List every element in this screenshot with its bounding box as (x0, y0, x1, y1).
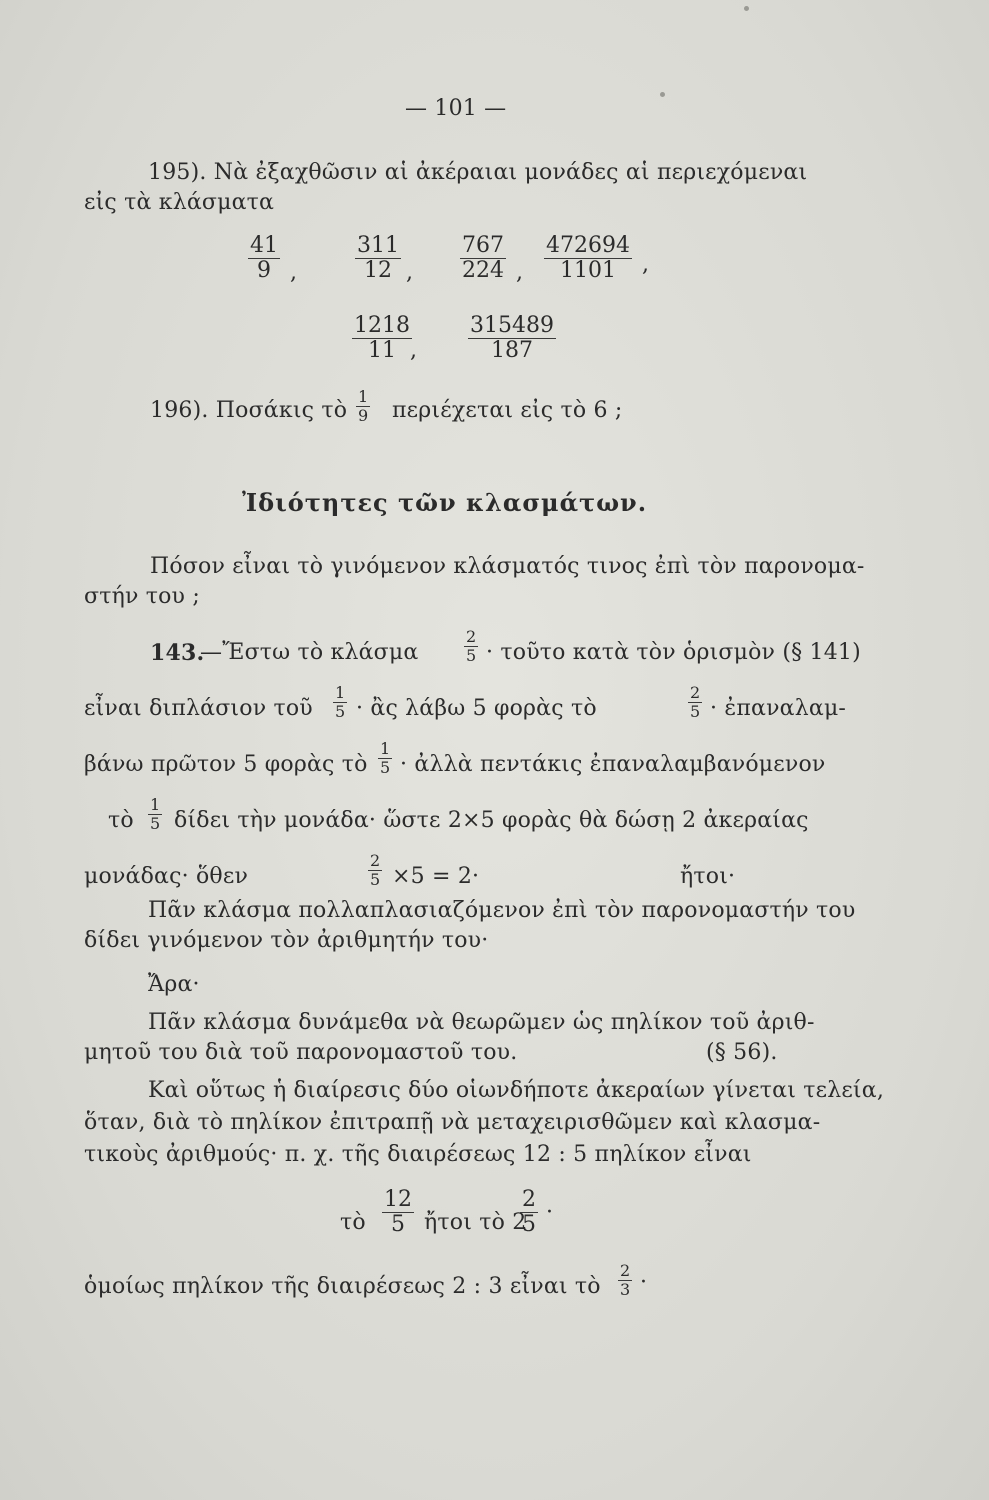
exercise-196-after: περιέχεται εἰς τὸ 6 ; (392, 398, 623, 423)
exercise-195-line1: 195). Νὰ ἐξαχθῶσιν αἱ ἀκέραιαι μονάδες αἱ περιεχόμεναι (148, 160, 808, 185)
question-line1: Πόσον εἶναι τὸ γινόμενον κλάσματός τινος ἐπὶ τὸν παρονομα- (150, 554, 865, 579)
fraction-denominator: 5 (522, 1212, 536, 1237)
paper-speck (660, 92, 665, 97)
rule2-line2: μητοῦ του διὰ τοῦ παρονομαστοῦ του. (84, 1040, 518, 1065)
section-heading: Ἰδιότητες τῶν κλασμάτων. (242, 488, 648, 517)
division-line3: τικοὺς ἀριθμούς· π. χ. τῆς διαιρέσεως 12 : 5 πηλίκον εἶναι (84, 1142, 752, 1167)
separator: , (410, 338, 418, 363)
para143-line1-after: · τοῦτο κατὰ τὸν ὁρισμὸν (§ 141) (486, 640, 861, 665)
fraction-denominator: 224 (462, 258, 504, 283)
example2-before: ὁμοίως πηλίκον τῆς διαιρέσεως 2 : 3 εἶναι τὸ (84, 1274, 601, 1299)
fraction-denominator: 187 (468, 338, 556, 363)
separator: , (642, 252, 650, 277)
fraction-numerator: 1 (380, 739, 391, 758)
para143-line4-after: δίδει τὴν μονάδα· ὥστε 2×5 φορὰς θὰ δώσῃ 2 ἀκεραίας (174, 808, 809, 833)
fraction-numerator: 472694 (546, 233, 630, 258)
division-line1: Καὶ οὕτως ἡ διαίρεσις δύο οἱωνδήποτε ἀκεραίων γίνεται τελεία, (148, 1078, 885, 1103)
para143-line5-right: ἤτοι· (680, 864, 736, 889)
fraction-numerator: 311 (357, 233, 399, 258)
fraction-denominator: 11 (352, 338, 412, 363)
para143-line3-after: · ἀλλὰ πεντάκις ἐπαναλαμβανόμενον (400, 752, 826, 777)
rule2-line1: Πᾶν κλάσμα δυνάμεθα νὰ θεωρῶμεν ὡς πηλίκον τοῦ ἀριθ- (148, 1010, 815, 1035)
fraction-1-5 (378, 740, 392, 777)
fraction-numerator: 1 (358, 387, 369, 406)
para143-line4-before: τὸ (108, 808, 134, 833)
fraction-numerator: 12 (384, 1187, 412, 1212)
fraction-denominator: 9 (248, 258, 280, 283)
fraction-denominator: 9 (358, 406, 369, 425)
fraction-472694-1101 (544, 234, 632, 283)
fraction-2-3 (618, 1262, 632, 1299)
fraction-denominator: 12 (355, 258, 401, 283)
fraction-numerator: 1 (150, 795, 161, 814)
fraction-numerator: 2 (620, 1261, 631, 1280)
fraction-numerator: 1218 (354, 313, 410, 338)
therefore-label: Ἄρα· (148, 972, 200, 997)
fraction-1-5 (148, 796, 162, 833)
fraction-2-5 (520, 1188, 538, 1237)
question-line2: στήν του ; (84, 584, 200, 609)
fraction-1-9 (356, 388, 370, 425)
fraction-denominator: 1101 (544, 258, 632, 283)
fraction-denominator: 5 (370, 870, 381, 889)
exercise-196-before: 196). Ποσάκις τὸ (150, 398, 348, 423)
para143-line2-mid: · ἂς λάβω 5 φορὰς τὸ (356, 696, 597, 721)
fraction-denominator: 5 (382, 1212, 414, 1237)
example1-before: τὸ (340, 1210, 366, 1235)
fraction-numerator: 315489 (470, 313, 554, 338)
section-number-143: 143. (150, 640, 205, 666)
fraction-numerator: 2 (370, 851, 381, 870)
exercise-195-line2: εἰς τὰ κλάσματα (84, 190, 275, 215)
fraction-denominator: 5 (380, 758, 391, 777)
para143-line3-before: βάνω πρῶτον 5 φορὰς τὸ (84, 752, 368, 777)
fraction-denominator: 5 (466, 646, 477, 665)
separator: , (516, 260, 524, 285)
rule1-line2: δίδει γινόμενον τὸν ἀριθμητήν του· (84, 928, 489, 953)
fraction-denominator: 3 (620, 1280, 631, 1299)
example1-mid: ἤτοι τὸ 2 (424, 1210, 527, 1235)
fraction-2-5 (368, 852, 382, 889)
fraction-denominator: 5 (150, 814, 161, 833)
para143-line5-before: μονάδας· ὅθεν (84, 864, 249, 889)
fraction-numerator: 2 (466, 627, 477, 646)
paper-speck (744, 6, 749, 11)
rule2-reference: (§ 56). (706, 1040, 778, 1065)
para143-line2-before: εἶναι διπλάσιον τοῦ (84, 696, 313, 721)
fraction-numerator: 1 (335, 683, 346, 702)
fraction-311-12 (355, 234, 401, 283)
fraction-denominator: 5 (690, 702, 701, 721)
rule1-line1: Πᾶν κλάσμα πολλαπλασιαζόμενον ἐπὶ τὸν παρονομαστήν του (148, 898, 856, 923)
fraction-numerator: 2 (522, 1187, 536, 1212)
page-number: — 101 — (405, 96, 507, 121)
fraction-315489-187 (468, 314, 556, 363)
fraction-41-9 (248, 234, 280, 283)
fraction-2-5 (464, 628, 478, 665)
separator: , (406, 260, 414, 285)
example2-after: · (640, 1270, 648, 1295)
fraction-numerator: 2 (690, 683, 701, 702)
fraction-numerator: 767 (462, 233, 504, 258)
example1-after: · (546, 1200, 554, 1225)
para143-line1-before: —Ἔστω τὸ κλάσμα (200, 640, 419, 665)
fraction-767-224 (460, 234, 506, 283)
separator: , (290, 260, 298, 285)
division-line2: ὅταν, διὰ τὸ πηλίκον ἐπιτραπῇ νὰ μεταχειρισθῶμεν καὶ κλασμα- (84, 1110, 821, 1135)
para143-line5-equation: ×5 = 2· (392, 864, 480, 889)
fraction-2-5 (688, 684, 702, 721)
fraction-denominator: 5 (335, 702, 346, 721)
fraction-numerator: 41 (250, 233, 278, 258)
fraction-1-5 (333, 684, 347, 721)
fraction-12-5 (382, 1188, 414, 1237)
para143-line2-after: · ἐπαναλαμ- (710, 696, 847, 721)
fraction-1218-11 (352, 314, 412, 363)
